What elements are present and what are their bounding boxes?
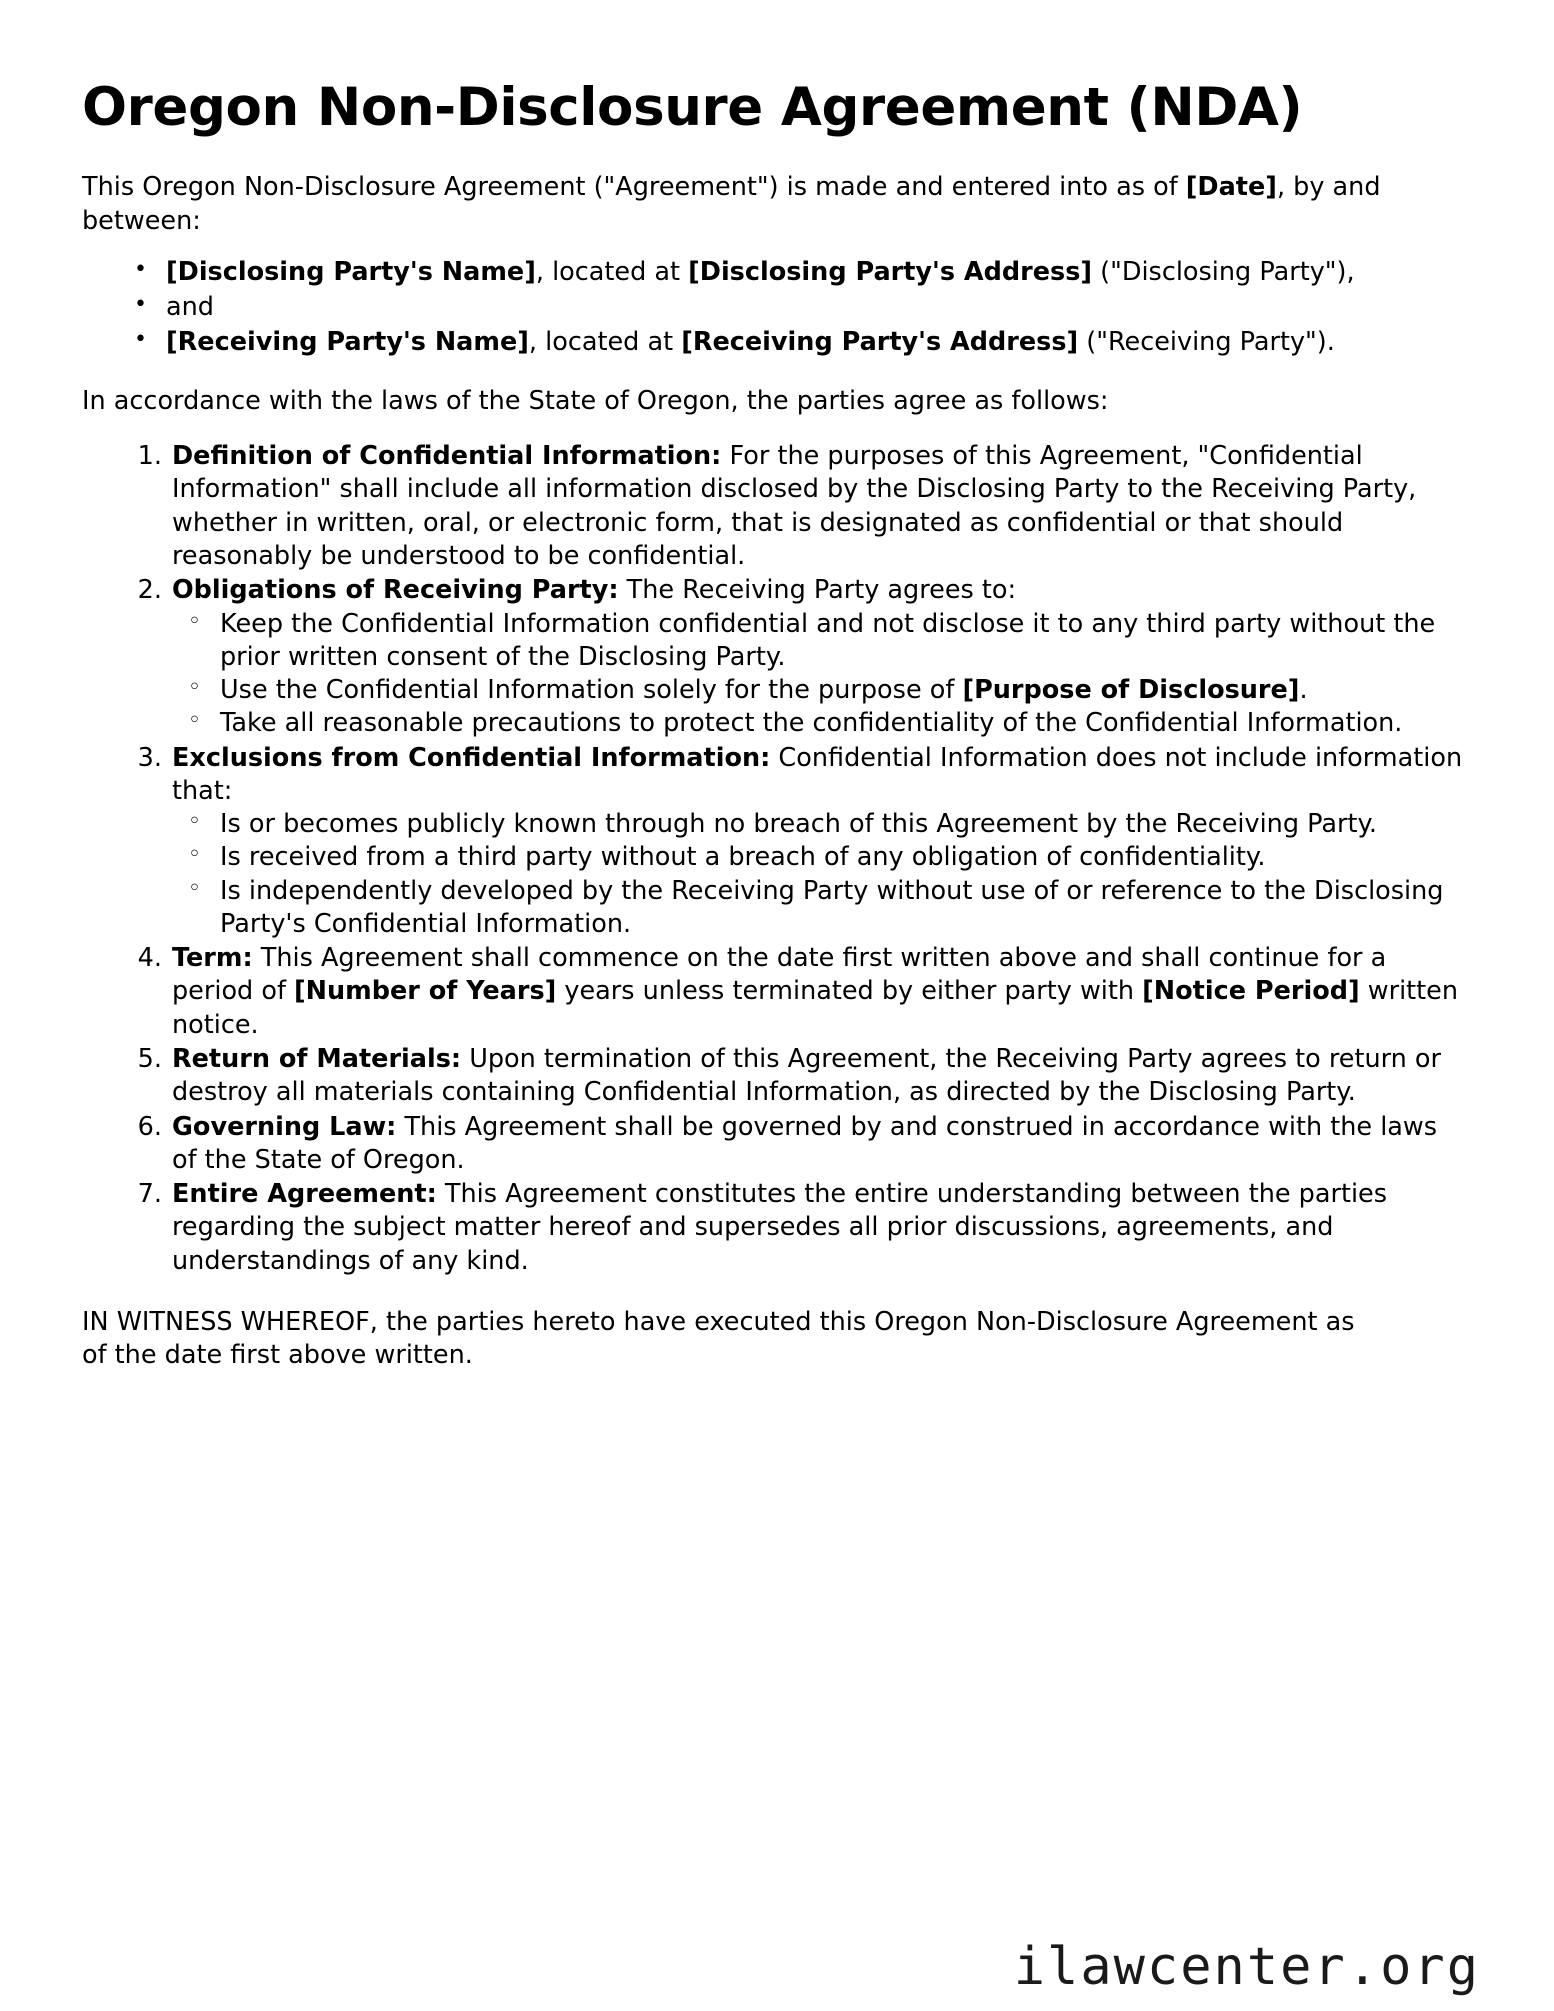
clause-item-obligations bbox=[124, 574, 1469, 740]
party-address: [Disclosing Party's Address] bbox=[688, 256, 1093, 287]
list-item bbox=[126, 326, 1456, 359]
list-item bbox=[182, 674, 1469, 707]
page-title: Oregon Non-Disclosure Agreement (NDA) bbox=[82, 77, 1303, 138]
clause-heading: Governing Law: bbox=[172, 1111, 397, 1142]
party-connector: , located at bbox=[528, 326, 682, 357]
clause-body: Upon termination of this Agreement, the Receiving Party agrees to return or destroy all materials containing Confidential Information, as directed by the Disclosing Party. bbox=[172, 1043, 1442, 1108]
clause-heading: Term: bbox=[172, 943, 253, 974]
clause-item-definition bbox=[124, 440, 1469, 573]
clause-heading: Obligations of Receiving Party: bbox=[172, 575, 619, 606]
clause-body: Confidential Information does not include information that: bbox=[172, 742, 1463, 806]
party-list bbox=[82, 256, 1456, 359]
date-placeholder: [Date] bbox=[1185, 172, 1277, 203]
site-watermark: ilawcenter.org bbox=[1013, 1937, 1480, 1997]
list-item bbox=[182, 841, 1469, 874]
sub-text: Take all reasonable precautions to protect the confidentiality of the Confidential Information. bbox=[220, 708, 1403, 739]
party-suffix: ("Disclosing Party"), bbox=[1092, 256, 1355, 287]
sub-text: Keep the Confidential Information confidential and not disclose it to any third party without the prior written consent of the Disclosing Party. bbox=[220, 608, 1436, 672]
intro-text-before-date: This Oregon Non-Disclosure Agreement ("Agreement") is made and entered into as of bbox=[82, 172, 1186, 203]
clause-heading: Exclusions from Confidential Information: bbox=[172, 742, 771, 773]
sub-text: Use the Confidential Information solely for the purpose of bbox=[220, 675, 963, 706]
list-item bbox=[182, 608, 1469, 675]
purpose-placeholder: [Purpose of Disclosure] bbox=[962, 675, 1300, 706]
clause-item-entire-agreement bbox=[124, 1178, 1469, 1278]
party-name: [Receiving Party's Name] bbox=[166, 326, 529, 357]
notice-period-placeholder: [Notice Period] bbox=[1142, 976, 1360, 1007]
clause-item-exclusions bbox=[124, 742, 1469, 942]
clause-body: This Agreement constitutes the entire understanding between the parties regarding the subject matter hereof and supersedes all prior discussions, agreements, and understandings of any kind. bbox=[172, 1179, 1388, 1276]
sub-text: Is independently developed by the Receiving Party without use of or reference to the Disclosing Party's Confidential Information. bbox=[220, 875, 1444, 939]
clause-body: This Agreement shall be governed by and construed in accordance with the laws of the State of Oregon. bbox=[172, 1111, 1438, 1175]
party-address: [Receiving Party's Address] bbox=[681, 326, 1079, 357]
number-of-years-placeholder: [Number of Years] bbox=[294, 976, 557, 1007]
clause-item-return-of-materials bbox=[124, 1043, 1469, 1110]
list-item bbox=[182, 707, 1469, 740]
sub-text: Is received from a third party without a breach of any obligation of confidentiality. bbox=[220, 842, 1266, 873]
clause-heading: Definition of Confidential Information: bbox=[172, 441, 722, 472]
party-suffix: ("Receiving Party"). bbox=[1078, 326, 1335, 357]
accordance-paragraph: In accordance with the laws of the State of Oregon, the parties agree as follows: bbox=[82, 386, 1109, 417]
clause-body: For the purposes of this Agreement, "Confidential Information" shall include all information disclosed by the Disclosing Party to the Receiving Party, whether in written, oral, or electronic form, that is designated as confidential or that should reasonably be understood to be confidential. bbox=[172, 441, 1417, 571]
clause-sub-list bbox=[172, 808, 1469, 941]
list-item bbox=[126, 256, 1456, 289]
list-item bbox=[182, 875, 1469, 942]
clause-heading: Entire Agreement: bbox=[172, 1179, 437, 1210]
clause-item-governing-law bbox=[124, 1111, 1469, 1178]
list-item bbox=[126, 291, 1456, 324]
sub-text-after: . bbox=[1299, 675, 1308, 706]
closing-paragraph: IN WITNESS WHEREOF, the parties hereto have executed this Oregon Non-Disclosure Agreement as of the date first above written. bbox=[82, 1306, 1355, 1370]
party-conjunction: and bbox=[166, 291, 214, 322]
clause-body-3: written notice. bbox=[172, 976, 1459, 1040]
clause-body: The Receiving Party agrees to: bbox=[618, 575, 1017, 606]
clause-body-2: years unless terminated by either party with bbox=[556, 976, 1143, 1007]
party-connector: , located at bbox=[535, 256, 689, 287]
list-item bbox=[182, 808, 1469, 841]
clause-item-term bbox=[124, 942, 1469, 1042]
clause-list bbox=[82, 440, 1469, 1278]
intro-paragraph bbox=[82, 171, 1382, 237]
clause-body: This Agreement shall commence on the date first written above and shall continue for a period of bbox=[172, 943, 1387, 1007]
party-name: [Disclosing Party's Name] bbox=[166, 256, 536, 287]
sub-text: Is or becomes publicly known through no breach of this Agreement by the Receiving Party. bbox=[220, 809, 1378, 840]
clause-sub-list bbox=[172, 608, 1469, 741]
intro-text-after-date: , by and between: bbox=[82, 172, 1381, 236]
clause-heading: Return of Materials: bbox=[172, 1043, 462, 1074]
